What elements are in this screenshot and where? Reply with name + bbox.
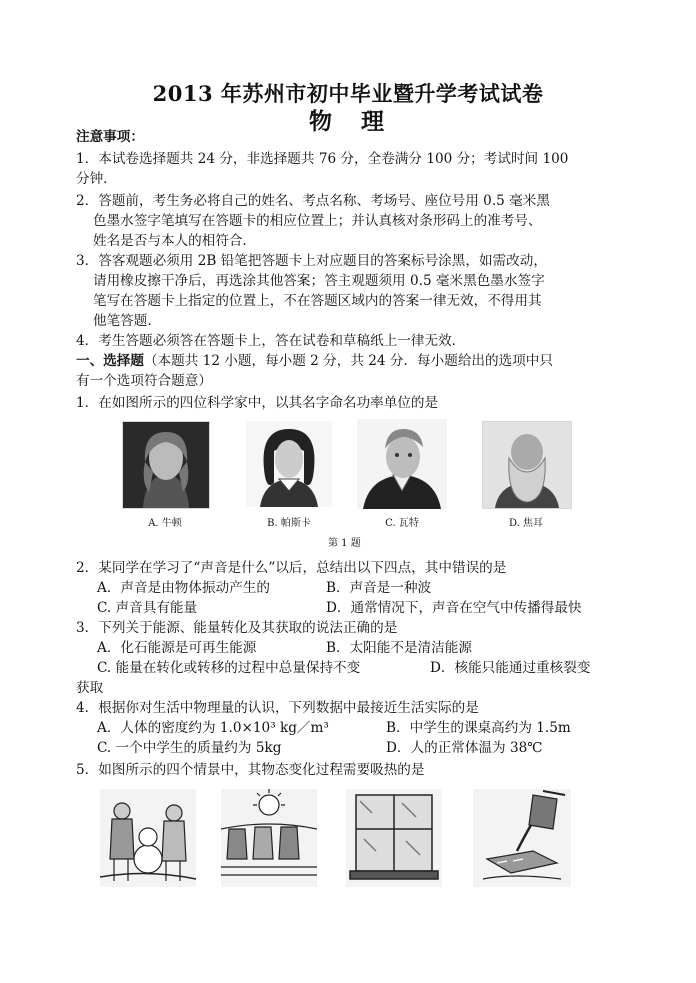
- q3-stem: 3．下列关于能源、能量转化及其获取的说法正确的是: [76, 620, 398, 636]
- q3-option-a: A．化石能源是可再生能源: [97, 640, 257, 656]
- notice-line: 2．答题前，考生务必将自己的姓名、考点名称、考场号、座位号用 0.5 毫米黑: [76, 193, 550, 209]
- q3-option-d-cont: 获取: [76, 680, 104, 696]
- q3-option-b: B．太阳能不是清洁能源: [326, 640, 472, 656]
- notice-line: 4．考生答题必须答在答题卡上，答在试卷和草稿纸上一律无效．: [76, 333, 466, 349]
- caption-c: C. 瓦特: [385, 518, 419, 529]
- q2-stem: 2．某同学在学习了“声音是什么”以后，总结出以下四点，其中错误的是: [76, 560, 507, 576]
- subject-title: 物 理: [309, 108, 387, 135]
- q1-stem: 1．在如图所示的四位科学家中，以其名字命名功率单位的是: [76, 395, 439, 411]
- window-frost-scene: [346, 789, 442, 887]
- q5-stem: 5．如图所示的四个情景中，其物态变化过程需要吸热的是: [76, 762, 425, 778]
- notice-line: 姓名是否与本人的相符合．: [93, 233, 257, 249]
- notice-line: 笔写在答题卡上指定的位置上，不在答题区域内的答案一律无效，不得用其: [93, 293, 542, 309]
- q4-option-b: B．中学生的课桌高约为 1.5m: [386, 720, 571, 736]
- figure-label: 第 1 题: [328, 538, 361, 549]
- notice-heading: 注意事项：: [76, 129, 144, 145]
- q2-option-b: B．声音是一种波: [326, 580, 432, 596]
- notice-line: 色墨水签字笔填写在答题卡的相应位置上；并认真核对条形码上的准考号、: [93, 213, 542, 229]
- notice-line: 分钟．: [76, 171, 117, 187]
- page-title: 2013 年苏州市初中毕业暨升学考试试卷: [152, 81, 544, 106]
- q4-option-a: A．人体的密度约为 1.0×10³ kg／m³: [97, 720, 329, 736]
- drying-clothes-scene: [221, 789, 317, 887]
- joule-portrait: [482, 421, 572, 509]
- notice-line: 他笔答题．: [93, 313, 161, 329]
- section-heading: [76, 351, 553, 371]
- q2-option-c: C. 声音具有能量: [97, 600, 198, 616]
- q2-option-a: A．声音是由物体振动产生的: [97, 580, 270, 596]
- pouring-molten-scene: [473, 789, 571, 887]
- notice-line: 请用橡皮擦干净后，再选涂其他答案；答主观题须用 0.5 毫米黑色墨水签字: [93, 273, 545, 289]
- q4-option-d: D．人的正常体温为 38℃: [386, 740, 543, 756]
- caption-d: D. 焦耳: [508, 518, 544, 529]
- notice-line: 1．本试卷选择题共 24 分，非选择题共 76 分，全卷满分 100 分；考试时间 100: [76, 151, 569, 167]
- newton-portrait: [122, 421, 210, 509]
- caption-b: B. 帕斯卡: [267, 518, 311, 529]
- q4-stem: 4．根据你对生活中物理量的认识，下列数据中最接近生活实际的是: [76, 700, 479, 716]
- section-title: 一、选择题: [76, 353, 144, 369]
- q3-option-d: D．核能只能通过重核裂变: [430, 660, 591, 676]
- caption-a: A. 牛顿: [148, 518, 182, 529]
- section-desc-line2: 有一个选项符合题意）: [76, 373, 212, 389]
- q4-option-c: C. 一个中学生的质量约为 5kg: [97, 740, 282, 756]
- q3-option-c: C. 能量在转化或转移的过程中总量保持不变: [97, 660, 361, 676]
- pascal-portrait: [246, 421, 332, 507]
- notice-line: 3．答客观题必须用 2B 铅笔把答题卡上对应题目的答案标号涂黑，如需改动，: [76, 253, 547, 269]
- q2-option-d: D．通常情况下，声音在空气中传播得最快: [326, 600, 582, 616]
- watt-portrait: [357, 419, 447, 509]
- section-desc: （本题共 12 小题，每小题 2 分，共 24 分．每小题给出的选项中只: [143, 353, 553, 369]
- snowman-scene: [100, 789, 196, 887]
